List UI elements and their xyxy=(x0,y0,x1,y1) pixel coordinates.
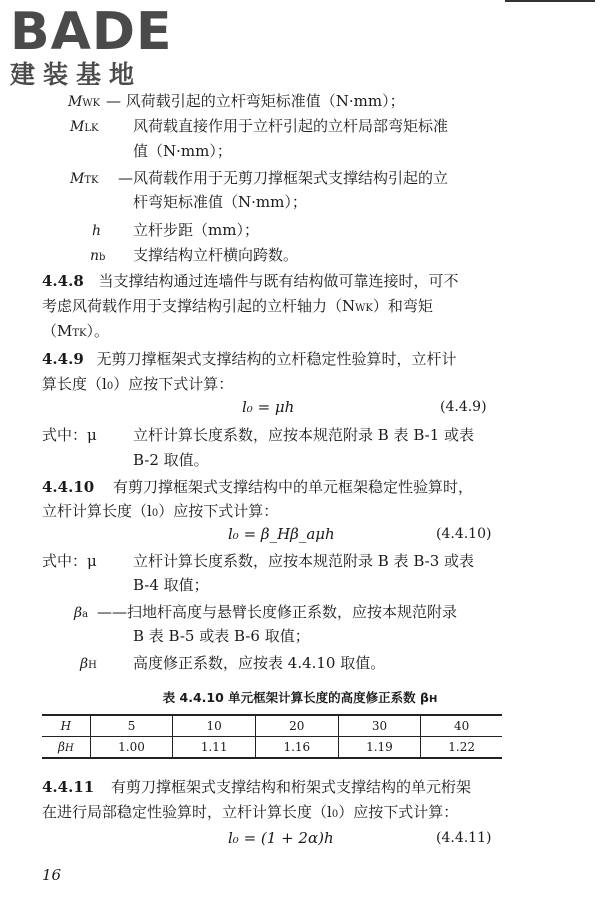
def-symbol-mwk: MWK xyxy=(68,94,101,110)
header-rule xyxy=(505,0,595,2)
def-text-beta-a-cont: B 表 B-5 或表 B-6 取值； xyxy=(133,627,310,645)
def-text-nb: 支撑结构立杆横向跨数。 xyxy=(133,246,299,264)
height-factor-table xyxy=(42,714,502,759)
def-text-mlk-cont: 值（N·mm）； xyxy=(133,142,232,160)
table-cell: 5 xyxy=(90,715,173,737)
def-symbol-nb: nb xyxy=(90,248,106,264)
equation-number-4-4-11: (4.4.11) xyxy=(436,830,492,846)
where-label-4-4-10: 式中：μ xyxy=(42,552,97,570)
table-caption: 表 4.4.10 单元框架计算长度的高度修正系数 βH xyxy=(162,690,438,705)
equation-4-4-9: l₀ = μh xyxy=(242,398,295,416)
def-symbol-beta-h: βH xyxy=(80,656,97,672)
clause-number: 4.4.11 xyxy=(42,778,95,796)
where-text-4-4-10-cont: B-4 取值； xyxy=(133,576,209,594)
where-text-4-4-9: 立杆计算长度系数，应按本规范附录 B 表 B-1 或表 xyxy=(133,426,475,444)
def-text-mwk: — 风荷载引起的立杆弯矩标准值（N·mm）； xyxy=(106,92,405,110)
clause-number: 4.4.8 xyxy=(42,272,84,290)
table-cell: 1.00 xyxy=(90,737,173,759)
equation-4-4-11: l₀ = (1 + 2α)h xyxy=(228,829,334,847)
table-header-row xyxy=(42,715,502,737)
def-symbol-beta-a: βa xyxy=(74,605,89,621)
clause-4-4-8-line2: 考虑风荷载作用于支撑结构引起的立杆轴力（NWK）和弯矩 xyxy=(42,297,433,315)
def-text-beta-a: ——扫地杆高度与悬臂长度修正系数，应按本规范附录 xyxy=(97,603,458,621)
clause-4-4-8: 4.4.8 当支撑结构通过连墙件与既有结构做可靠连接时，可不 xyxy=(42,272,459,290)
def-symbol-h: h xyxy=(92,223,102,239)
table-row xyxy=(42,737,502,759)
clause-4-4-8-line3: （MTK）。 xyxy=(42,322,110,340)
page-number: 16 xyxy=(42,866,62,884)
table-cell: 1.19 xyxy=(338,737,421,759)
equation-number-4-4-10: (4.4.10) xyxy=(436,526,492,542)
equation-4-4-10: l₀ = β_Hβ_aμh xyxy=(228,525,335,543)
def-text-beta-h: 高度修正系数，应按表 4.4.10 取值。 xyxy=(133,654,386,672)
where-text-4-4-10: 立杆计算长度系数，应按本规范附录 B 表 B-3 或表 xyxy=(133,552,475,570)
logo-chinese: 建装基地 xyxy=(10,60,143,89)
def-text-mlk: 风荷载直接作用于立杆引起的立杆局部弯矩标准 xyxy=(133,117,449,135)
clause-number: 4.4.9 xyxy=(42,350,84,368)
table-cell: 1.16 xyxy=(256,737,339,759)
def-text-mtk-cont: 杆弯矩标准值（N·mm）； xyxy=(133,193,307,211)
table-cell: 40 xyxy=(421,715,502,737)
equation-number-4-4-9: (4.4.9) xyxy=(440,399,487,415)
def-text-mtk: —风荷载作用于无剪刀撑框架式支撑结构引起的立 xyxy=(118,169,449,187)
where-text-4-4-9-cont: B-2 取值。 xyxy=(133,451,209,469)
table-cell: 30 xyxy=(338,715,421,737)
clause-4-4-10-line2: 立杆计算长度（l0）应按下式计算： xyxy=(42,502,279,520)
table-cell: 1.11 xyxy=(173,737,256,759)
table-cell: 20 xyxy=(256,715,339,737)
def-symbol-mlk: MLK xyxy=(70,119,99,135)
clause-4-4-9: 4.4.9 无剪刀撑框架式支撑结构的立杆稳定性验算时，立杆计 xyxy=(42,350,457,368)
clause-4-4-10: 4.4.10 有剪刀撑框架式支撑结构中的单元框架稳定性验算时， xyxy=(42,478,473,496)
table-cell: 1.22 xyxy=(421,737,502,759)
table-cell: βH xyxy=(42,737,90,759)
clause-4-4-11-line2: 在进行局部稳定性验算时，立杆计算长度（l0）应按下式计算： xyxy=(42,803,459,821)
where-label-4-4-9: 式中：μ xyxy=(42,426,97,444)
table-cell: 10 xyxy=(173,715,256,737)
clause-4-4-9-line2: 算长度（l0）应按下式计算： xyxy=(42,375,234,393)
def-text-h: 立杆步距（mm）； xyxy=(133,221,259,239)
clause-number: 4.4.10 xyxy=(42,478,95,496)
table-cell: H xyxy=(42,715,90,737)
clause-4-4-11: 4.4.11 有剪刀撑框架式支撑结构和桁架式支撑结构的单元桁架 xyxy=(42,778,471,796)
logo-latin: BADE xyxy=(10,2,173,62)
def-symbol-mtk: MTK xyxy=(70,171,99,187)
